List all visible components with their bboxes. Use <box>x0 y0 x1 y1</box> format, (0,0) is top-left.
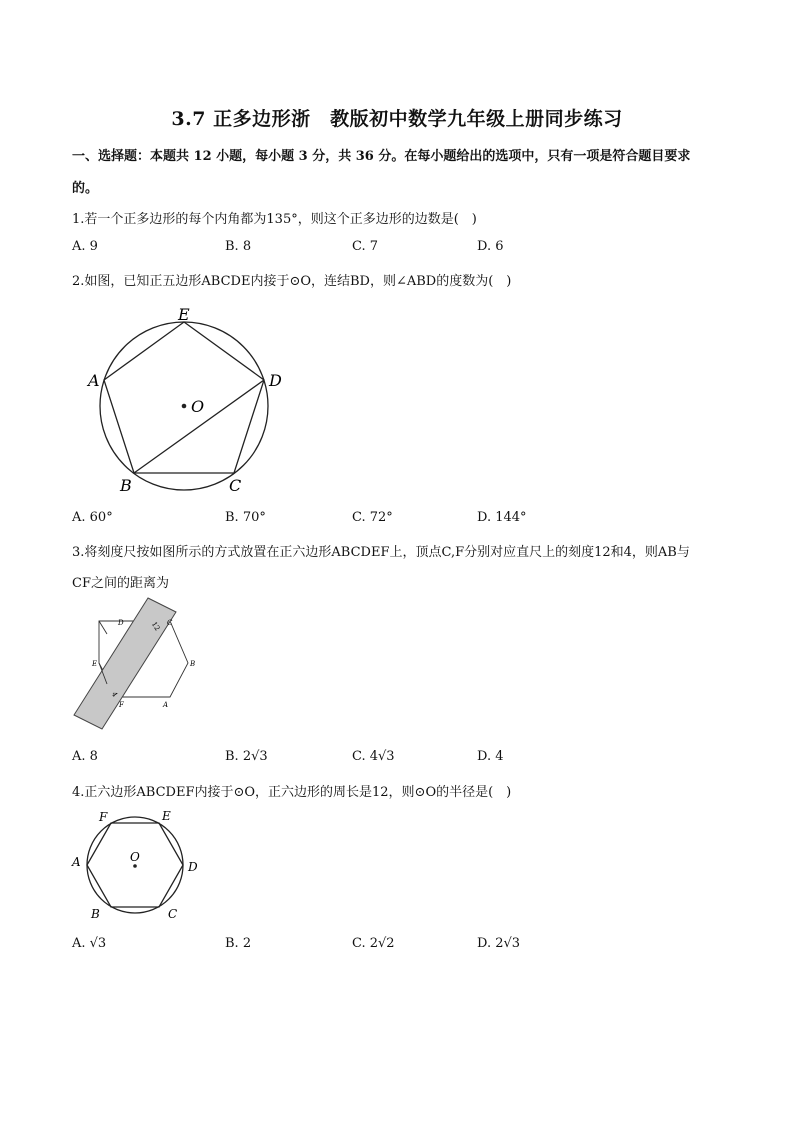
option-d: D. 4 <box>477 749 504 764</box>
option-d: D. 6 <box>477 239 504 254</box>
label-b: B <box>91 907 100 921</box>
ruler-hexagon-figure <box>66 592 216 742</box>
label-d: D <box>188 860 198 874</box>
question-4-options <box>72 936 712 954</box>
question-3-stem: 3.将刻度尺按如图所示的方式放置在正六边形ABCDEF上，顶点C,F分别对应直尺上的刻度12和4，则AB与 <box>72 545 690 560</box>
option-c: C. 72° <box>352 510 393 525</box>
question-1-options <box>72 239 712 257</box>
label-b: B <box>190 660 196 668</box>
question-3-stem-cont: CF之间的距离为 <box>72 576 169 591</box>
option-a: A. 9 <box>72 239 98 254</box>
label-d: D <box>269 371 282 390</box>
option-c: C. 7 <box>352 239 379 254</box>
option-d: D. 144° <box>477 510 527 525</box>
segment-bd <box>134 380 264 473</box>
label-a: A <box>88 371 100 390</box>
label-d: D <box>118 619 124 627</box>
page-title: 3.7 正多边形浙 教版初中数学九年级上册同步练习 <box>171 108 623 130</box>
pentagon-figure <box>84 300 294 500</box>
option-a: A. 60° <box>72 510 113 525</box>
label-e: E <box>162 809 171 823</box>
section-instructions: 一、选择题：本题共 12 小题，每小题 3 分，共 36 分。在每小题给出的选项中，只有一项是符合题目要求 <box>72 149 691 164</box>
option-a: A. 8 <box>72 749 98 764</box>
label-e: E <box>92 660 98 668</box>
center-point <box>182 404 187 409</box>
ruler <box>74 598 176 729</box>
option-c: C. 4√3 <box>352 749 395 764</box>
label-c: C <box>168 907 178 921</box>
label-c: C <box>167 619 173 627</box>
label-b: B <box>120 476 132 495</box>
option-c: C. 2√2 <box>352 936 395 951</box>
question-2-stem: 2.如图，已知正五边形ABCDE内接于⊙O，连结BD，则∠ABD的度数为( ) <box>72 274 512 289</box>
option-b: B. 8 <box>225 239 252 254</box>
option-d: D. 2√3 <box>477 936 521 951</box>
label-f: F <box>119 701 124 709</box>
hexagon-circle-figure <box>68 806 208 924</box>
label-a: A <box>163 701 169 709</box>
ruler-tick-4: 4 <box>109 690 119 699</box>
question-1-stem: 1.若一个正多边形的每个内角都为135°，则这个正多边形的边数是( ) <box>72 212 477 227</box>
ruler-tick-12: 12 <box>149 620 162 633</box>
label-o: O <box>130 850 140 864</box>
option-b: B. 2√3 <box>225 749 268 764</box>
option-a: A. √3 <box>72 936 107 951</box>
label-o: O <box>191 397 205 416</box>
question-4-stem: 4.正六边形ABCDEF内接于⊙O，正六边形的周长是12，则⊙O的半径是( ) <box>72 785 512 800</box>
label-a: A <box>72 855 81 869</box>
label-f: F <box>99 810 108 824</box>
option-b: B. 2 <box>225 936 252 951</box>
question-3-options <box>72 749 712 767</box>
label-e: E <box>178 305 190 324</box>
question-2-options <box>72 510 712 528</box>
option-b: B. 70° <box>225 510 266 525</box>
hexagon-edge-de <box>99 621 107 634</box>
section-instructions-cont: 的。 <box>72 181 99 196</box>
center-point <box>133 864 137 868</box>
label-c: C <box>229 476 242 495</box>
